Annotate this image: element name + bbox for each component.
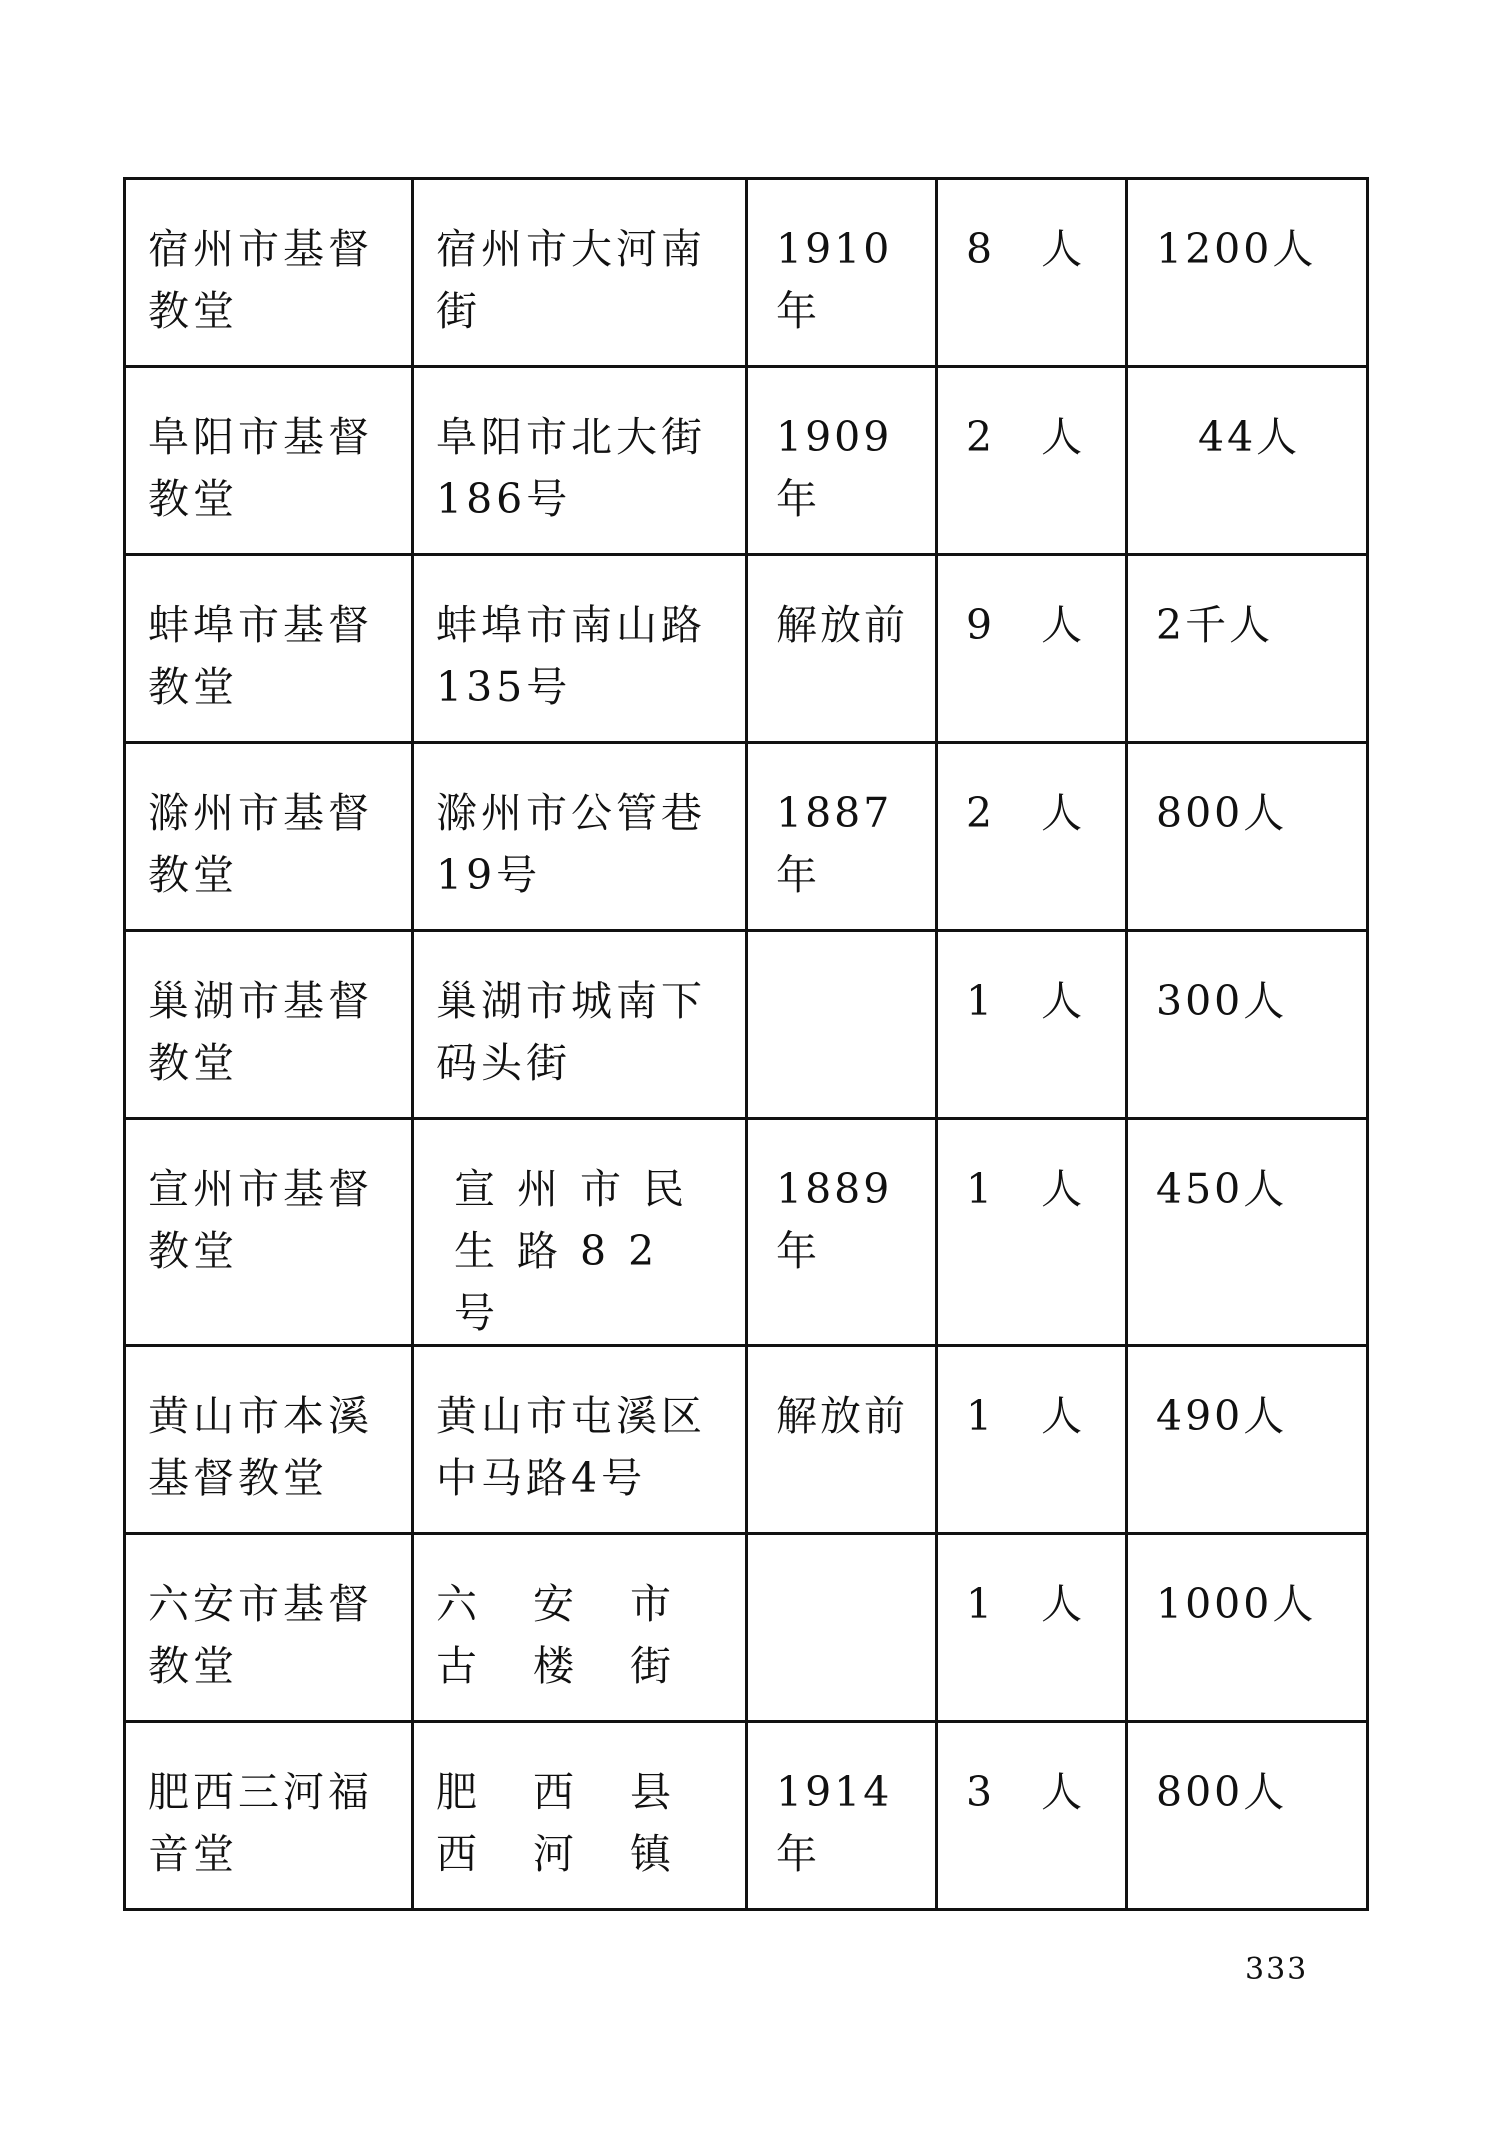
members-cell: 800人 (1127, 1722, 1368, 1910)
year-cell: 解放前 (747, 555, 937, 743)
members-cell: 490人 (1127, 1346, 1368, 1534)
table-row (125, 1119, 1368, 1346)
members-cell: 1000人 (1127, 1534, 1368, 1722)
address-cell: 黄山市屯溪区中马路4号 (413, 1346, 747, 1534)
table-row (125, 931, 1368, 1119)
members-cell: 1200人 (1127, 179, 1368, 367)
year-cell: 1887年 (747, 743, 937, 931)
address-cell: 宿州市大河南街 (413, 179, 747, 367)
address-cell: 滁州市公管巷19号 (413, 743, 747, 931)
staff-cell: 1 人 (937, 931, 1127, 1119)
table-row (125, 555, 1368, 743)
church-name-cell: 宣州市基督教堂 (125, 1119, 413, 1346)
address-cell: 宣州市民生路82号 (413, 1119, 747, 1346)
address-cell: 巢湖市城南下码头街 (413, 931, 747, 1119)
staff-cell: 1 人 (937, 1534, 1127, 1722)
staff-cell: 2 人 (937, 743, 1127, 931)
church-name-cell: 巢湖市基督教堂 (125, 931, 413, 1119)
staff-cell: 1 人 (937, 1119, 1127, 1346)
table-row (125, 743, 1368, 931)
members-cell: 44人 (1127, 367, 1368, 555)
staff-cell: 1 人 (937, 1346, 1127, 1534)
staff-cell: 3 人 (937, 1722, 1127, 1910)
church-name-cell: 黄山市本溪基督教堂 (125, 1346, 413, 1534)
members-cell: 800人 (1127, 743, 1368, 931)
church-name-cell: 肥西三河福音堂 (125, 1722, 413, 1910)
year-cell (747, 931, 937, 1119)
members-cell: 450人 (1127, 1119, 1368, 1346)
staff-cell: 8 人 (937, 179, 1127, 367)
year-cell: 1909年 (747, 367, 937, 555)
staff-cell: 9 人 (937, 555, 1127, 743)
church-name-cell: 滁州市基督教堂 (125, 743, 413, 931)
members-cell: 2千人 (1127, 555, 1368, 743)
year-cell: 1889年 (747, 1119, 937, 1346)
church-name-cell: 六安市基督教堂 (125, 1534, 413, 1722)
church-name-cell: 宿州市基督教堂 (125, 179, 413, 367)
table-row (125, 179, 1368, 367)
table-row (125, 367, 1368, 555)
address-cell: 肥西县西河镇 (413, 1722, 747, 1910)
page-number: 333 (1245, 1952, 1309, 1987)
year-cell (747, 1534, 937, 1722)
year-cell: 1910年 (747, 179, 937, 367)
table-row (125, 1346, 1368, 1534)
members-cell: 300人 (1127, 931, 1368, 1119)
church-name-cell: 蚌埠市基督教堂 (125, 555, 413, 743)
address-cell: 蚌埠市南山路135号 (413, 555, 747, 743)
church-table (123, 177, 1369, 1911)
church-name-cell: 阜阳市基督教堂 (125, 367, 413, 555)
address-cell: 六安市古楼街 (413, 1534, 747, 1722)
year-cell: 1914年 (747, 1722, 937, 1910)
table-row (125, 1722, 1368, 1910)
year-cell: 解放前 (747, 1346, 937, 1534)
staff-cell: 2 人 (937, 367, 1127, 555)
table-row (125, 1534, 1368, 1722)
address-cell: 阜阳市北大街186号 (413, 367, 747, 555)
